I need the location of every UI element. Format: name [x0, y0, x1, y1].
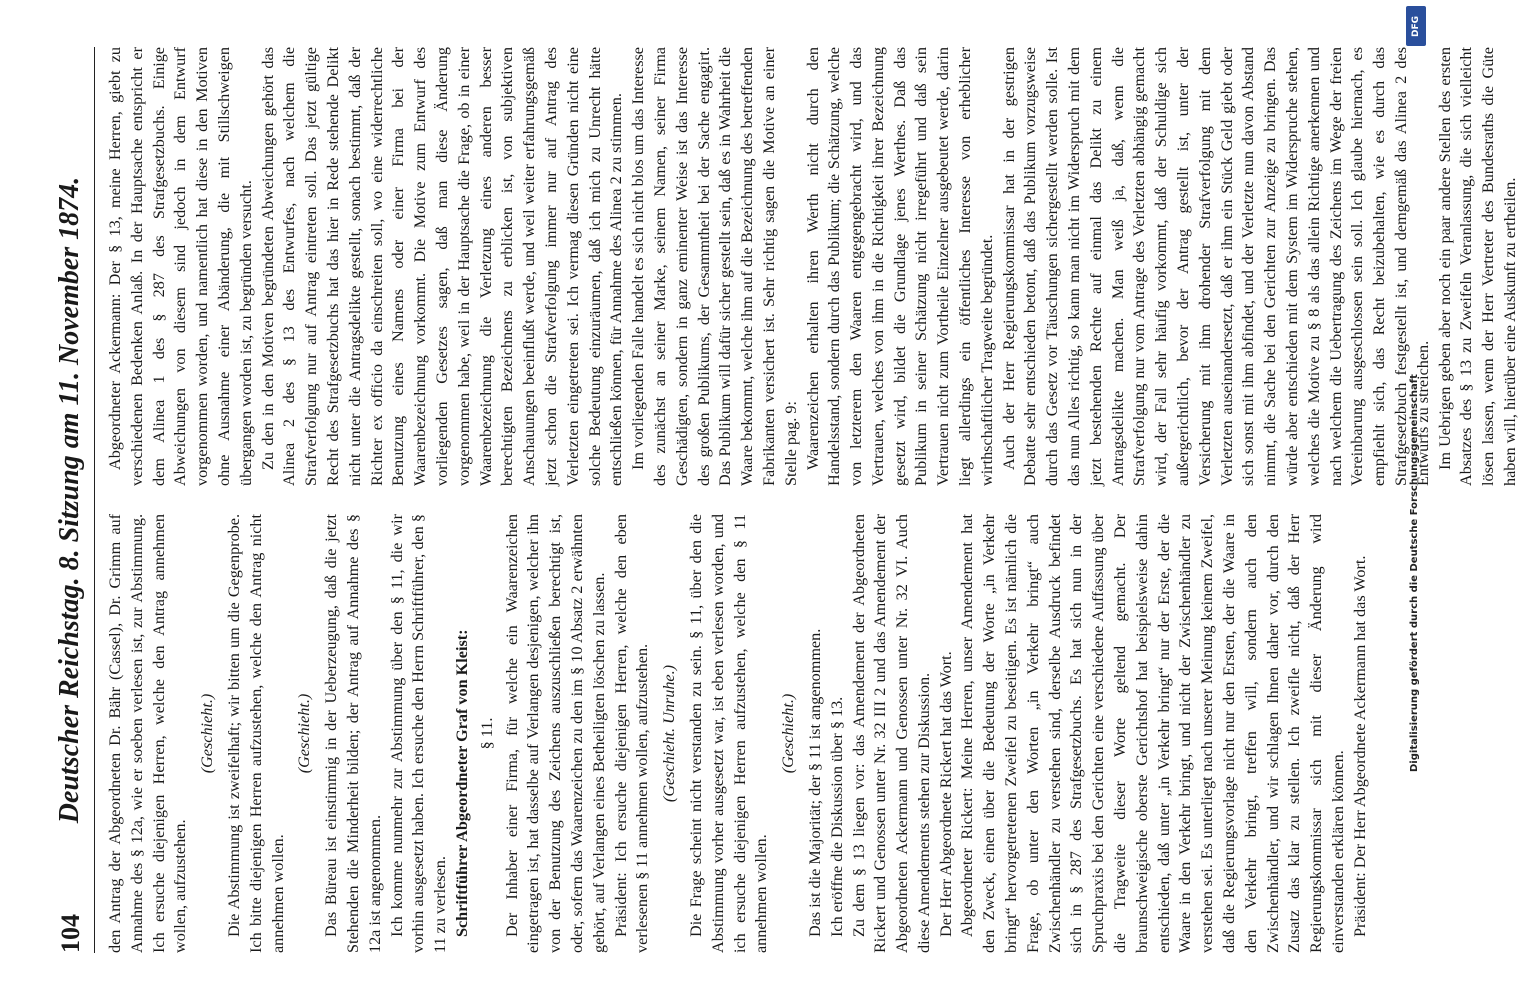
- paragraph: Abgeordneter Ackermann: Der § 13, meine Herren, giebt zu verschiedenen Bedenken Anlaß. In der Hauptsache entspricht er dem Alinea 1 des § 287 des Strafgesetzbuchs. Einige Abweichungen von diesem sind jedoch in dem Entwurf vorgenommen worden, und namentlich hat diese in den Motiven ohne Ausnahme einer Abänderung, die mit Stillschweigen übergangen worden ist, zu begründen versucht.: [106, 47, 255, 486]
- quotation: Waarenzeichen erhalten ihren Werth nicht durch den Handelsstand, sondern durch das Publikum; die Schätzung, welche von letzterem den Waaren entgegengebracht wird, und das Vertrauen, welches von ihm in die Richtigkeit ihrer Bezeichnung gesetzt wird, bildet die Grundlage jenes Werthes. Daß das Publikum in seiner Schätzung nicht irregeführt und daß sein Vertrauen nicht zum Vortheile Einzelner ausgebeutet werde, darin liegt allerdings ein öffentliches Interesse von erheblicher wirthschaftlicher Tragweite begründet.: [803, 47, 996, 486]
- paragraph: Zu den in den Motiven begründeten Abweichungen gehört das Alinea 2 des § 13 des Entwurfes, nach welchem die Strafverfolgung nur auf Antrag eintreten soll. Das jetzt gültige Recht des Strafgesetzbuchs hat das hier in Rede stehende Delikt nicht unter die Antragsdelikte gestellt, sonach bestimmt, daß der Richter ex officio da einschreiten soll, wo eine widerrechtliche Benutzung eines Namens oder einer Firma bei der Waarenbezeichnung vorkommt. Die Motive zum Entwurf des vorliegenden Gesetzes sagen, daß man diese Änderung vorgenommen habe, weil in der Hauptsache die Frage, ob in einer Waarenbezeichnung die Verletzung eines anderen besser berechtigten Bezeichnens zu erblicken ist, von subjektiven Anschauungen beeinflußt werde, und weil weiter erfahrungsgemäß jetzt schon die Strafverfolgung immer nur auf Antrag des Verletzten eingetreten sei. Ich vermag diesen Gründen nicht eine solche Bedeutung einzuräumen, daß ich mich zu Unrecht hätte entschließen können, für Annahme des Alinea 2 zu stimmen.: [258, 47, 626, 486]
- paragraph: Zu dem § 13 liegen vor: das Amendement der Abgeordneten Rickert und Genossen unter Nr. 32 III 2 und das Amendement der Abgeordneten Ackermann und Genossen unter Nr. 32 VI. Auch diese Amendements stehen zur Diskussion.: [849, 514, 933, 953]
- digitization-margin: [1400, 0, 1432, 1000]
- paragraph: Abgeordneter Rickert: Meine Herren, unser Amendement hat den Zweck, einen über die Bedeutung der Worte „in Verkehr bringt“ hervorgetretenen Zweifel zu beseitigen. Es ist nämlich die Frage, ob unter den Worten „in Verkehr bringt“ auch Zwischenhändler zu verstehen sind, derselbe Ausdruck befindet sich in § 287 des Strafgesetzbuchs. Es hat sich nun in der Spruchpraxis bei den Gerichten eine verschiedene Auffassung über die Tragweite dieser Worte geltend gemacht. Der braunschweigische oberste Gerichtshof hat beispielsweise dahin entschieden, daß unter „in Verkehr bringt“ nur der Erste, der die Waare in den Verkehr bringt, und nicht der Zwischenhändler zu verstehen sei. Es unterliegt nach unserer Meinung keinem Zweifel, daß die Regierungsvorlage nicht nur den Ersten, der die Waare in den Verkehr bringt, treffen will, sondern auch den Zwischenhändler, und wir schlagen Ihnen daher vor, durch den Zusatz das klar zu stellen. Ich zweifle nicht, daß der Herr Regierungskommissar sich mit dieser Änderung wird einverstanden erklären können.: [958, 514, 1348, 953]
- digitization-credit: Digitalisierung gefördert durch die Deutsche Forschungsgemeinschaft: [1409, 374, 1420, 772]
- page-header: [50, 47, 95, 953]
- stage-direction: (Geschieht.): [295, 693, 314, 774]
- paragraph: Präsident: Der Herr Abgeordnete Ackermann hat das Wort.: [1350, 555, 1369, 937]
- paragraph: Das Büreau ist einstimmig in der Ueberzeugung, daß die jetzt Stehenden die Minderheit bilden; der Antrag auf Annahme des § 12a ist angenommen.: [322, 514, 384, 953]
- paragraph: Präsident: Ich ersuche diejenigen Herren, welche den eben verlesenen § 11 annehmen wollen, aufzustehen.: [611, 514, 652, 953]
- left-column: [105, 514, 1522, 953]
- speaker-line: Schriftführer Abgeordneter Graf von Kleist:: [452, 629, 471, 937]
- text-columns: [95, 47, 1522, 953]
- paragraph: Auch der Herr Regierungskommissar hat in der gestrigen Debatte sehr entschieden betont, daß das Publikum vorzugsweise durch das Gesetz vor Täuschungen sichergestellt werden solle. Ist das nun Alles richtig, so kann man nicht im Widerspruch mit dem jetzt bestehenden Rechte auf einmal das Delikt zu einem Antragsdelikte machen. Man weiß ja, daß, wenn die Strafverfolgung nur vom Antrage des Verletzten abhängig gemacht wird, der Fall sehr häufig vorkommt, daß der Schuldige sich außergerichtlich, bevor der Antrag gestellt ist, unter der Versicherung mit ihm drohender Strafverfolgung mit dem Verletzten auseinandersetzt, daß er ihm ein Stück Geld giebt oder sich sonst mit ihm abfindet, und der Verletzte nun davon Abstand nimmt, die Sache bei den Gerichten zur Anzeige zu bringen. Das würde aber entschieden mit dem System im Widerspruche stehen, welches die Motive zu § 8 als das allein Richtige anerkennen und nach welchem die Uebertragung des Zeichens im Wege der freien Vereinbarung ausgeschlossen sein soll. Ich glaube hiernach, es empfiehlt sich, das Recht beizubehalten, wie es durch das Strafgesetzbuch festgestellt ist, und demgemäß das Alinea 2 des Entwurfs zu streichen.: [999, 47, 1432, 486]
- paragraph: Das ist die Majorität; der § 11 ist angenommen.: [805, 628, 824, 937]
- running-head: Deutscher Reichstag. 8. Sitzung am 11. November 1874.: [54, 176, 85, 824]
- stage-direction: (Geschieht.): [779, 693, 798, 774]
- paragraph: Die Abstimmung ist zweifelhaft; wir bitten um die Gegenprobe. Ich bitte diejenigen Herren aufzustehen, welche den Antrag nicht annehmen wollen.: [224, 514, 287, 953]
- paragraph: Ich komme nunmehr zur Abstimmung über den § 11, die wir vorhin ausgesetzt haben. Ich ersuche den Herrn Schriftführer, den § 11 zu verlesen.: [387, 514, 450, 953]
- paragraph: Die Frage scheint nicht verstanden zu sein. § 11, über den die Abstimmung vorher ausgesetzt war, ist eben verlesen worden, und ich ersuche diejenigen Herren aufzustehen, welche den § 11 annehmen wollen.: [686, 514, 771, 953]
- stage-direction: (Geschieht. Unruhe.): [660, 664, 679, 803]
- stage-direction: (Geschieht.): [198, 693, 217, 774]
- paragraph: Der Inhaber einer Firma, für welche ein Waarenzeichen eingetragen ist, hat dasselbe auf Verlangen desjenigen, welcher ihn von der Benutzung des Zeichens auszuschließen berechtigt ist, oder, sofern das Waarenzeichen zu den im § 10 Absatz 2 erwähnten gehört, auf Verlangen eines Betheiligten löschen zu lassen.: [502, 514, 608, 953]
- paragraph: Im vorliegenden Falle handelt es sich nicht blos um das Interesse des zunächst an seiner Marke, seinem Namen, seiner Firma Geschädigten, sondern in ganz eminenter Weise ist das Interesse des großen Publikums, der Gesammtheit bei der Sache engagirt. Das Publikum will dafür sicher gestellt sein, daß es in Wahrheit die Waare bekommt, welche ihm auf die Bezeichnung des betreffenden Fabrikanten versichert ist. Sehr richtig sagen die Motive an einer Stelle pag. 9:: [629, 47, 800, 486]
- dfg-logo: DFG: [1406, 6, 1426, 46]
- page-number: 104: [56, 914, 85, 953]
- right-column: [105, 47, 1522, 486]
- paragraph: Der Herr Abgeordnete Rickert hat das Wort.: [936, 651, 955, 937]
- paragraph: den Antrag der Abgeordneten Dr. Bähr (Cassel), Dr. Grimm auf Annahme des § 12a, wie er soeben verlesen ist, zur Abstimmung. Ich ersuche diejenigen Herren, welche den Antrag annehmen wollen, aufzustehen.: [106, 514, 190, 953]
- paragraph: Ich eröffne die Diskussion über § 13.: [827, 696, 846, 937]
- section-heading: § 11.: [477, 717, 496, 750]
- paragraph: Im Uebrigen geben aber noch ein paar andere Stellen des ersten Absatzes des § 13 zu Zweifeln Veranlassung, die sich vielleicht lösen lassen, wenn der Herr Vertreter des Bundesraths die Güte haben will, hierüber eine Auskunft zu ertheilen.: [1435, 47, 1519, 486]
